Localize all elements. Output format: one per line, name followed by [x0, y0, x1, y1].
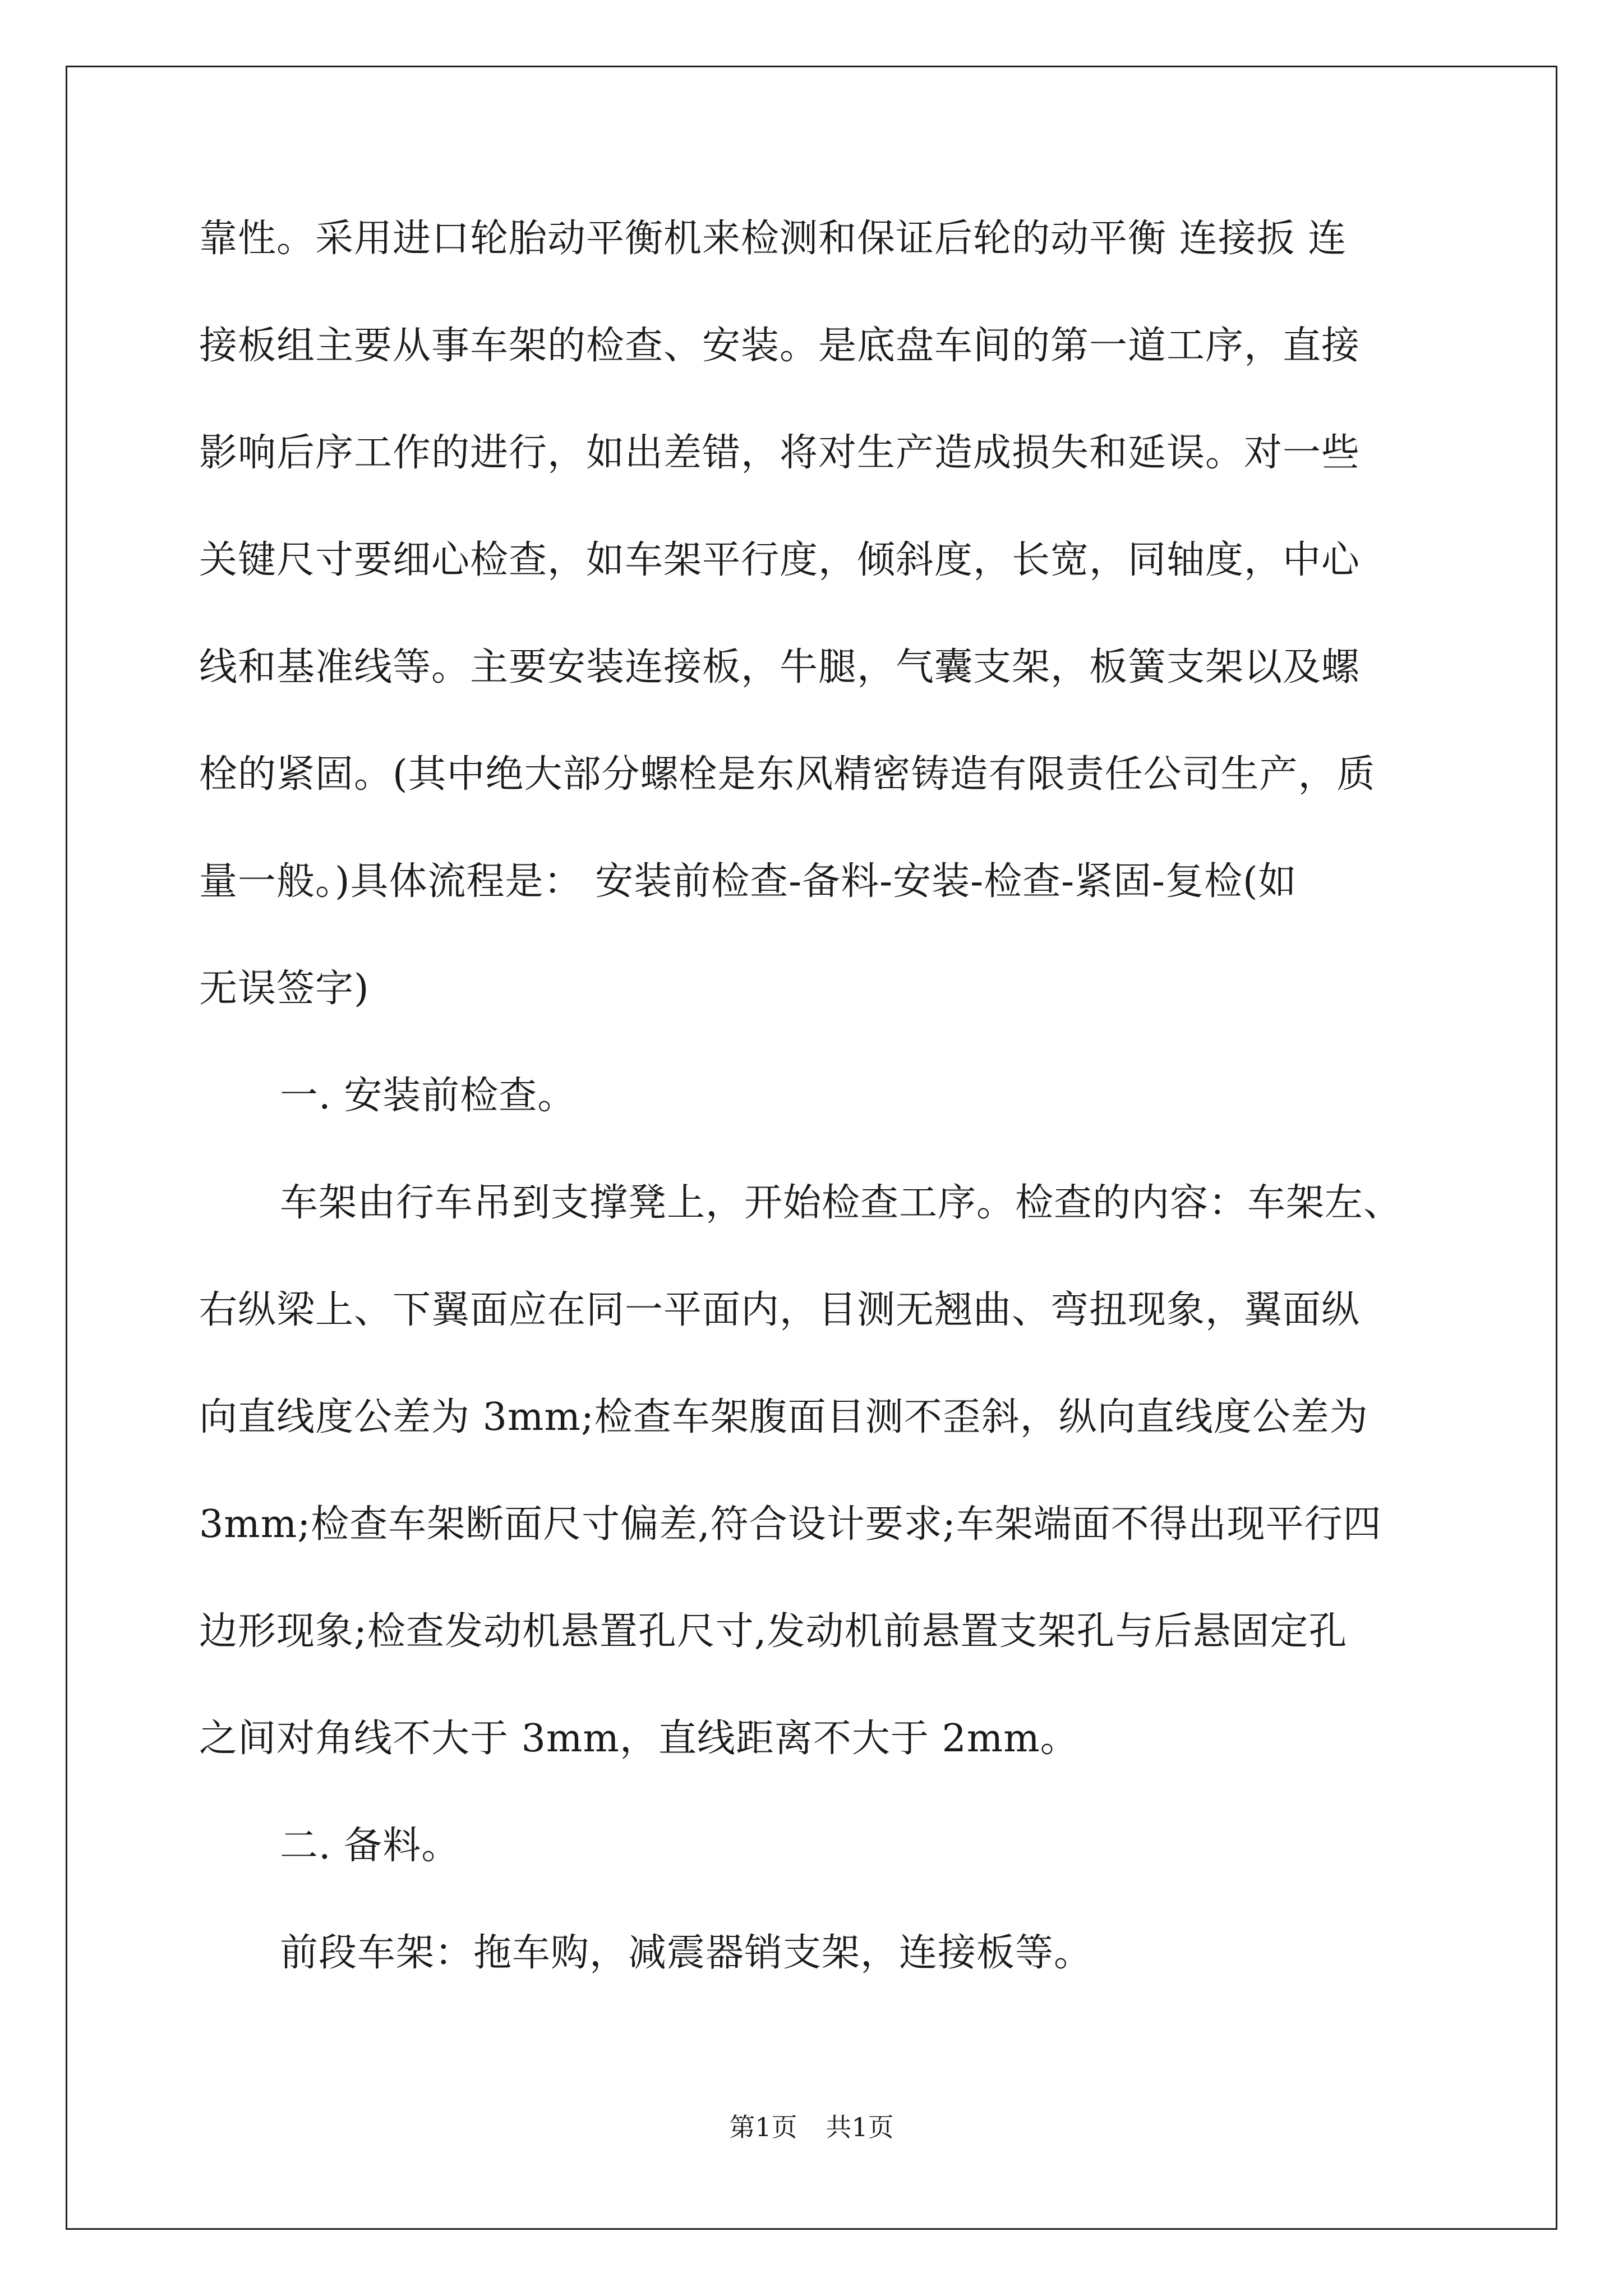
text-line-12: 向直线度公差为 3mm;检查车架腹面目测不歪斜，纵向直线度公差为	[199, 1395, 1368, 1439]
section-heading-2: 二. 备料。	[280, 1824, 460, 1868]
text-line-8: 无误签字)	[199, 967, 370, 1011]
text-line-7: 量一般。)具体流程是： 安装前检查-备料-安装-检查-紧固-复检(如	[199, 859, 1297, 904]
text-line-3: 影响后序工作的进行，如出差错，将对生产造成损失和延误。对一些	[199, 431, 1361, 475]
page-footer	[0, 2110, 1623, 2144]
text-line-1: 靠性。采用进口轮胎动平衡机来检测和保证后轮的动平衡 连接扳 连	[199, 217, 1347, 261]
text-line-14: 边形现象;检查发动机悬置孔尺寸,发动机前悬置支架孔与后悬固定孔	[199, 1609, 1348, 1654]
text-line-4: 关键尺寸要细心检查，如车架平行度，倾斜度，长宽，同轴度，中心	[199, 538, 1361, 582]
text-line-17: 前段车架：拖车购，减震器销支架，连接板等。	[280, 1931, 1093, 1975]
page-total: 共1页	[826, 2112, 894, 2142]
section-heading-1: 一. 安装前检查。	[280, 1074, 577, 1118]
page-number: 第1页	[729, 2112, 797, 2142]
text-line-5: 线和基准线等。主要安装连接板，牛腿，气囊支架，板簧支架以及螺	[199, 645, 1361, 689]
text-line-6: 栓的紧固。(其中绝大部分螺栓是东风精密铸造有限责任公司生产，质	[199, 752, 1376, 797]
text-line-15: 之间对角线不大于 3mm，直线距离不大于 2mm。	[199, 1717, 1079, 1761]
text-line-10: 车架由行车吊到支撑凳上，开始检查工序。检查的内容：车架左、	[280, 1181, 1403, 1225]
document-body	[199, 210, 1467, 2031]
text-line-13: 3mm;检查车架断面尺寸偏差,符合设计要求;车架端面不得出现平行四	[199, 1502, 1382, 1547]
text-line-2: 接板组主要从事车架的检查、安装。是底盘车间的第一道工序，直接	[199, 324, 1361, 368]
text-line-11: 右纵梁上、下翼面应在同一平面内，目测无翘曲、弯扭现象，翼面纵	[199, 1288, 1361, 1332]
